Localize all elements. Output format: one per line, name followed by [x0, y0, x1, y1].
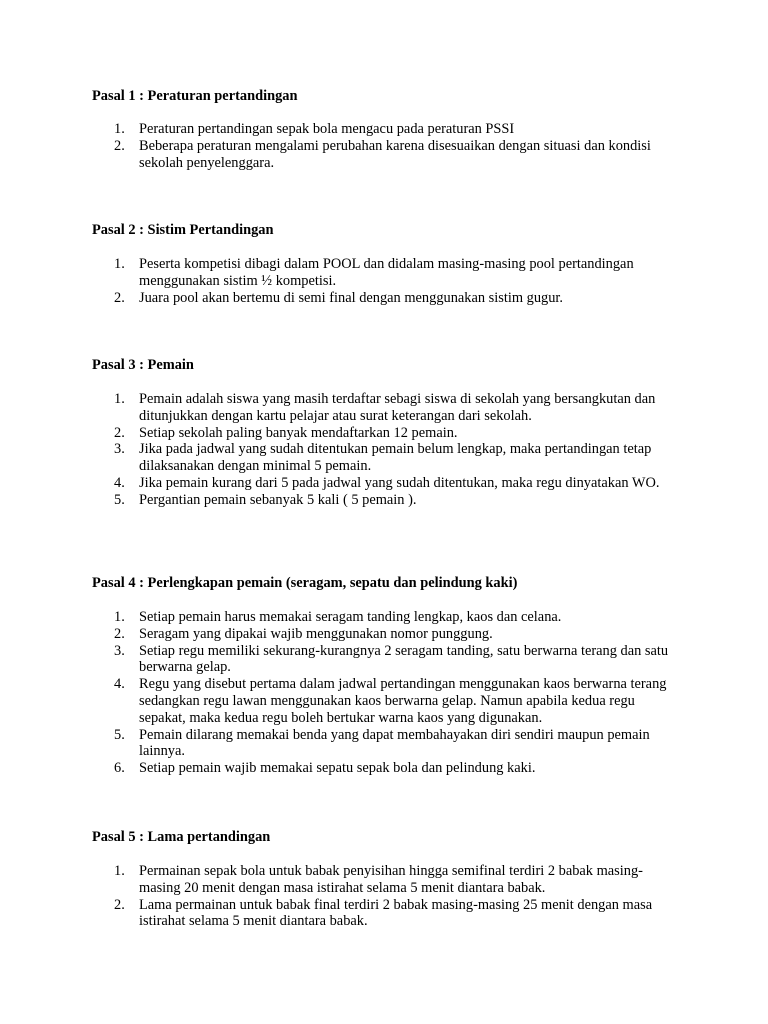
item-number: 6. — [114, 760, 125, 777]
list-item — [92, 609, 679, 626]
item-text: Seragam yang dipakai wajib menggunakan nomor punggung. — [139, 625, 493, 642]
item-text: Pemain dilarang memakai benda yang dapat membahayakan diri sendiri maupun pemain lainnya. — [139, 726, 650, 760]
section-list — [92, 121, 692, 171]
list-item — [92, 626, 679, 643]
item-text: Peraturan pertandingan sepak bola mengacu pada peraturan PSSI — [139, 121, 515, 137]
item-number: 2. — [114, 137, 125, 154]
item-text: Lama permainan untuk babak final terdiri 2 babak masing-masing 25 menit dengan masa istirahat selama 5 menit diantara babak. — [139, 896, 653, 930]
item-number: 1. — [114, 256, 125, 272]
item-number: 1. — [114, 121, 125, 137]
section-list — [92, 609, 692, 777]
item-text: Jika pada jadwal yang sudah ditentukan pemain belum lengkap, maka pertandingan tetap dilaksanakan dengan minimal 5 pemain. — [139, 441, 652, 475]
list-item — [92, 492, 679, 509]
item-number: 1. — [114, 391, 125, 407]
section-list — [92, 256, 692, 306]
list-item — [92, 256, 679, 290]
list-item — [92, 727, 679, 761]
item-number: 1. — [114, 609, 125, 625]
section-list — [92, 391, 692, 509]
section-heading: Pasal 1 : Peraturan pertandingan — [92, 88, 298, 104]
list-item — [92, 863, 679, 897]
item-number: 2. — [114, 289, 125, 306]
item-text: Juara pool akan bertemu di semi final dengan menggunakan sistim gugur. — [139, 289, 564, 306]
section-heading: Pasal 5 : Lama pertandingan — [92, 829, 271, 845]
list-item — [92, 138, 679, 172]
item-text: Setiap pemain harus memakai seragam tanding lengkap, kaos dan celana. — [139, 609, 562, 625]
item-number: 2. — [114, 625, 125, 642]
item-text: Setiap sekolah paling banyak mendaftarkan 12 pemain. — [139, 424, 458, 441]
list-item — [92, 391, 679, 425]
item-text: Jika pemain kurang dari 5 pada jadwal yang sudah ditentukan, maka regu dinyatakan WO. — [139, 474, 660, 491]
item-number: 5. — [114, 726, 125, 743]
item-text: Setiap regu memiliki sekurang-kurangnya 2 seragam tanding, satu berwarna terang dan satu berwarna gelap. — [139, 642, 669, 676]
item-number: 4. — [114, 676, 125, 693]
item-text: Beberapa peraturan mengalami perubahan karena disesuaikan dengan situasi dan kondisi sekolah penyelenggara. — [139, 137, 651, 171]
item-text: Setiap pemain wajib memakai sepatu sepak bola dan pelindung kaki. — [139, 760, 536, 777]
list-item — [92, 643, 679, 677]
section-heading: Pasal 3 : Pemain — [92, 357, 194, 373]
section-heading: Pasal 4 : Perlengkapan pemain (seragam, sepatu dan pelindung kaki) — [92, 575, 518, 591]
list-item — [92, 441, 679, 475]
item-number: 2. — [114, 424, 125, 441]
item-number: 4. — [114, 474, 125, 491]
item-number: 3. — [114, 441, 125, 458]
item-number: 3. — [114, 642, 125, 659]
section-list — [92, 863, 692, 930]
item-number: 5. — [114, 491, 125, 508]
item-number: 1. — [114, 863, 125, 879]
list-item — [92, 121, 679, 138]
item-text: Permainan sepak bola untuk babak penyisihan hingga semifinal terdiri 2 babak masing-masing 20 menit dengan masa istirahat selama 5 menit diantara babak. — [139, 863, 643, 896]
item-number: 2. — [114, 896, 125, 913]
section-heading: Pasal 2 : Sistim Pertandingan — [92, 222, 274, 238]
list-item — [92, 676, 679, 726]
list-item — [92, 290, 679, 307]
list-item — [92, 475, 679, 492]
item-text: Regu yang disebut pertama dalam jadwal pertandingan menggunakan kaos berwarna terang sedangkan regu lawan menggunakan kaos berwarna gelap. Namun apabila kedua regu sepakat, maka kedua regu boleh bertukar warna kaos yang digunakan. — [139, 676, 667, 726]
list-item — [92, 760, 679, 777]
item-text: Pemain adalah siswa yang masih terdaftar sebagi siswa di sekolah yang bersangkutan dan ditunjukkan dengan kartu pelajar atau surat keterangan dari sekolah. — [139, 391, 656, 424]
item-text: Pergantian pemain sebanyak 5 kali ( 5 pemain ). — [139, 491, 417, 508]
item-text: Peserta kompetisi dibagi dalam POOL dan didalam masing-masing pool pertandingan menggunakan sistim ½ kompetisi. — [139, 256, 634, 289]
list-item — [92, 897, 679, 931]
list-item — [92, 425, 679, 442]
